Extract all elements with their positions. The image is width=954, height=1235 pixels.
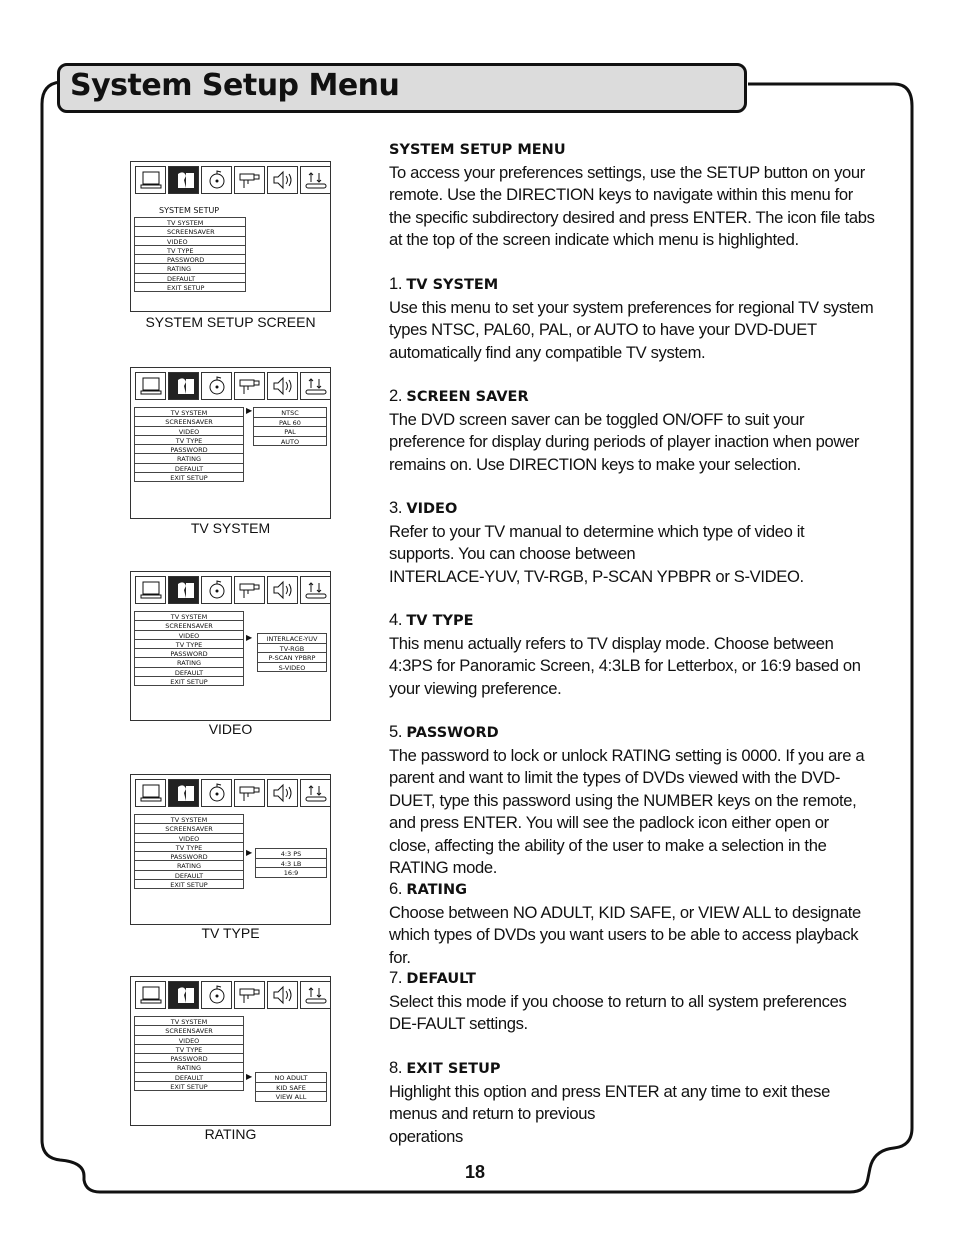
section-screen-saver [389, 385, 879, 476]
system-setup-screen [130, 161, 331, 312]
menu-item[interactable]: RATING [134, 1062, 244, 1072]
section-body: Refer to your TV manual to determine which type of video it supports. You can choose between [389, 521, 805, 563]
person-icon [168, 372, 199, 400]
menu-item[interactable]: TV SYSTEM [134, 814, 244, 824]
option-submenu [253, 408, 327, 446]
option-item[interactable]: 4:3 PS [255, 848, 327, 859]
person-icon [168, 166, 199, 194]
section-body-continued: operations [389, 1126, 463, 1146]
section-body: The DVD screen saver can be toggled ON/OFF to suit your preference for display during periods of player inaction when power remains on. Use DIRECTION keys to make your selection. [389, 409, 860, 474]
section-body: Select this mode if you choose to return to all system preferences DE-FAULT settings. [389, 991, 847, 1033]
arrows-icon [300, 372, 331, 400]
option-submenu [257, 634, 327, 672]
camera-icon [234, 166, 265, 194]
section-heading: SYSTEM SETUP MENU [389, 142, 566, 158]
section-body: Highlight this option and press ENTER at any time to exit these menus and return to previous [389, 1081, 830, 1123]
tv-type-screen [130, 774, 331, 925]
section-heading: EXIT SETUP [406, 1061, 501, 1077]
section-heading: SCREEN SAVER [406, 389, 529, 405]
menu-item[interactable]: VIDEO [134, 630, 244, 640]
option-item[interactable]: INTERLACE-YUV [257, 633, 327, 644]
option-item[interactable]: NTSC [253, 407, 327, 418]
person-icon [168, 981, 199, 1009]
monitor-icon [135, 981, 166, 1009]
menu-item[interactable]: EXIT SETUP [134, 676, 244, 686]
screen-caption: RATING [204, 1126, 257, 1142]
monitor-icon [135, 779, 166, 807]
option-item[interactable]: KID SAFE [255, 1082, 327, 1093]
section-default [389, 967, 859, 1036]
section-heading: PASSWORD [406, 725, 499, 741]
option-item[interactable]: 4:3 LB [255, 858, 327, 869]
menu-item[interactable]: TV TYPE [134, 639, 244, 649]
page-title: System Setup Menu [70, 68, 400, 103]
section-body: Use this menu to set your system preferences for regional TV system types NTSC, PAL60, PAL, or AUTO to have your DVD-DUET automatically find any compatible TV system. [389, 297, 874, 362]
menu-item[interactable]: SCREENSAVER [134, 620, 244, 630]
menu-item[interactable]: TV SYSTEM [134, 407, 244, 417]
setup-menu [134, 408, 244, 482]
menu-item[interactable]: VIDEO [134, 236, 246, 246]
screen-caption: SYSTEM SETUP SCREEN [145, 314, 316, 330]
selection-arrow-icon: ▶ [246, 633, 253, 642]
section-tv-system [389, 273, 879, 364]
menu-item[interactable]: TV TYPE [134, 245, 246, 255]
page-number: 18 [465, 1162, 486, 1182]
menu-item[interactable]: TV SYSTEM [134, 611, 244, 621]
option-item[interactable]: AUTO [253, 436, 327, 447]
section-number: 5. [389, 722, 403, 741]
person-icon [168, 576, 199, 604]
menu-item[interactable]: TV SYSTEM [134, 1016, 244, 1026]
section-heading: DEFAULT [406, 971, 476, 987]
menu-item[interactable]: RATING [134, 860, 244, 870]
section-number: 3. [389, 498, 403, 517]
disc-icon [201, 779, 232, 807]
option-item[interactable]: 16:9 [255, 867, 327, 878]
screen-caption: TV SYSTEM [190, 520, 271, 536]
section-number: 8. [389, 1058, 403, 1077]
option-item[interactable]: S-VIDEO [257, 662, 327, 673]
option-item[interactable]: PAL [253, 426, 327, 437]
arrows-icon [300, 166, 331, 194]
section-number: 1. [389, 274, 403, 293]
section-heading: VIDEO [406, 501, 458, 517]
arrows-icon [300, 981, 331, 1009]
rating-screen [130, 976, 331, 1126]
setup-menu [134, 612, 244, 686]
person-icon [168, 779, 199, 807]
section-body-continued: INTERLACE-YUV, TV-RGB, P-SCAN YPBPR or S-VIDEO. [389, 566, 804, 586]
option-item[interactable]: PAL 60 [253, 417, 327, 428]
disc-icon [201, 166, 232, 194]
disc-icon [201, 981, 232, 1009]
icon-tab-bar [135, 981, 333, 1009]
menu-item[interactable]: RATING [134, 657, 244, 667]
menu-item[interactable]: SCREENSAVER [134, 226, 246, 236]
section-heading: TV TYPE [406, 613, 474, 629]
section-body: Choose between NO ADULT, KID SAFE, or VIEW ALL to designate which types of DVDs you want users to be able to access playback for. [389, 902, 861, 967]
setup-menu [134, 218, 246, 292]
section-setup-menu [389, 138, 879, 252]
section-rating [389, 878, 879, 969]
selection-arrow-icon: ▶ [246, 406, 253, 415]
option-item[interactable]: VIEW ALL [255, 1091, 327, 1102]
menu-item[interactable]: PASSWORD [134, 648, 244, 658]
setup-menu [134, 815, 244, 889]
menu-item[interactable]: VIDEO [134, 1035, 244, 1045]
icon-tab-bar [135, 576, 333, 604]
menu-item[interactable]: DEFAULT [134, 870, 244, 880]
menu-item[interactable]: SCREENSAVER [134, 823, 244, 833]
menu-item[interactable]: RATING [134, 453, 244, 463]
section-body: To access your preferences settings, use the SETUP button on your remote. Use the DIRECTION keys to navigate within this menu for the specific subdirectory desired and press ENTER. The icon file tabs at the top of the screen indicate which menu is highlighted. [389, 162, 875, 249]
menu-item[interactable]: TV TYPE [134, 435, 244, 445]
menu-item[interactable]: VIDEO [134, 833, 244, 843]
section-heading: RATING [406, 882, 467, 898]
menu-item[interactable]: DEFAULT [134, 667, 244, 677]
camera-icon [234, 372, 265, 400]
icon-tab-bar [135, 779, 333, 807]
disc-icon [201, 576, 232, 604]
menu-item[interactable]: DEFAULT [134, 463, 244, 473]
option-item[interactable]: P-SCAN YPBRP [257, 652, 327, 663]
option-item[interactable]: TV-RGB [257, 643, 327, 654]
monitor-icon [135, 166, 166, 194]
menu-item[interactable]: DEFAULT [134, 273, 246, 283]
section-number: 7. [389, 968, 403, 987]
camera-icon [234, 779, 265, 807]
setup-menu [134, 1017, 244, 1091]
section-body: This menu actually refers to TV display mode. Choose between 4:3PS for Panoramic Screen, 4:3LB for Letterbox, or 16:9 based on your viewing preference. [389, 633, 861, 698]
selection-arrow-icon: ▶ [246, 1072, 253, 1081]
section-password [389, 721, 869, 880]
monitor-icon [135, 372, 166, 400]
monitor-icon [135, 576, 166, 604]
menu-item[interactable]: PASSWORD [134, 851, 244, 861]
speaker-icon [267, 576, 298, 604]
speaker-icon [267, 372, 298, 400]
section-heading: TV SYSTEM [406, 277, 499, 293]
camera-icon [234, 981, 265, 1009]
option-submenu [255, 849, 327, 878]
option-item[interactable]: NO ADULT [255, 1072, 327, 1083]
section-number: 6. [389, 879, 403, 898]
menu-item[interactable]: PASSWORD [134, 444, 244, 454]
section-number: 2. [389, 386, 403, 405]
menu-header: SYSTEM SETUP [159, 206, 220, 215]
menu-item[interactable]: TV TYPE [134, 842, 244, 852]
menu-item[interactable]: SCREENSAVER [134, 1025, 244, 1035]
menu-item[interactable]: SCREENSAVER [134, 416, 244, 426]
menu-item[interactable]: TV TYPE [134, 1044, 244, 1054]
video-screen [130, 571, 331, 721]
menu-item[interactable]: TV SYSTEM [134, 217, 246, 227]
menu-item[interactable]: EXIT SETUP [134, 879, 244, 889]
section-video [389, 497, 859, 588]
icon-tab-bar [135, 166, 333, 194]
camera-icon [234, 576, 265, 604]
selection-arrow-icon: ▶ [246, 848, 253, 857]
menu-item[interactable]: EXIT SETUP [134, 1081, 244, 1091]
menu-item[interactable]: EXIT SETUP [134, 472, 244, 482]
speaker-icon [267, 779, 298, 807]
section-exit-setup [389, 1057, 859, 1148]
option-submenu [255, 1073, 327, 1102]
menu-item[interactable]: PASSWORD [134, 1053, 244, 1063]
screen-caption: VIDEO [208, 721, 253, 737]
section-number: 4. [389, 610, 403, 629]
section-body: The password to lock or unlock RATING setting is 0000. If you are a parent and want to limit the types of DVDs viewed with the DVD-DUET, type this password using the NUMBER keys on the remote, and press ENTER. You will see the padlock icon either open or close, affecting the ability of the user to make a selection in the RATING mode. [389, 745, 865, 877]
arrows-icon [300, 779, 331, 807]
menu-item[interactable]: EXIT SETUP [134, 282, 246, 292]
section-tv-type [389, 609, 879, 700]
speaker-icon [267, 981, 298, 1009]
disc-icon [201, 372, 232, 400]
menu-item[interactable]: VIDEO [134, 426, 244, 436]
menu-item[interactable]: RATING [134, 263, 246, 273]
menu-item[interactable]: DEFAULT [134, 1072, 244, 1082]
speaker-icon [267, 166, 298, 194]
icon-tab-bar [135, 372, 333, 400]
tv-system-screen [130, 367, 331, 519]
screen-caption: TV TYPE [201, 925, 260, 941]
arrows-icon [300, 576, 331, 604]
menu-item[interactable]: PASSWORD [134, 254, 246, 264]
